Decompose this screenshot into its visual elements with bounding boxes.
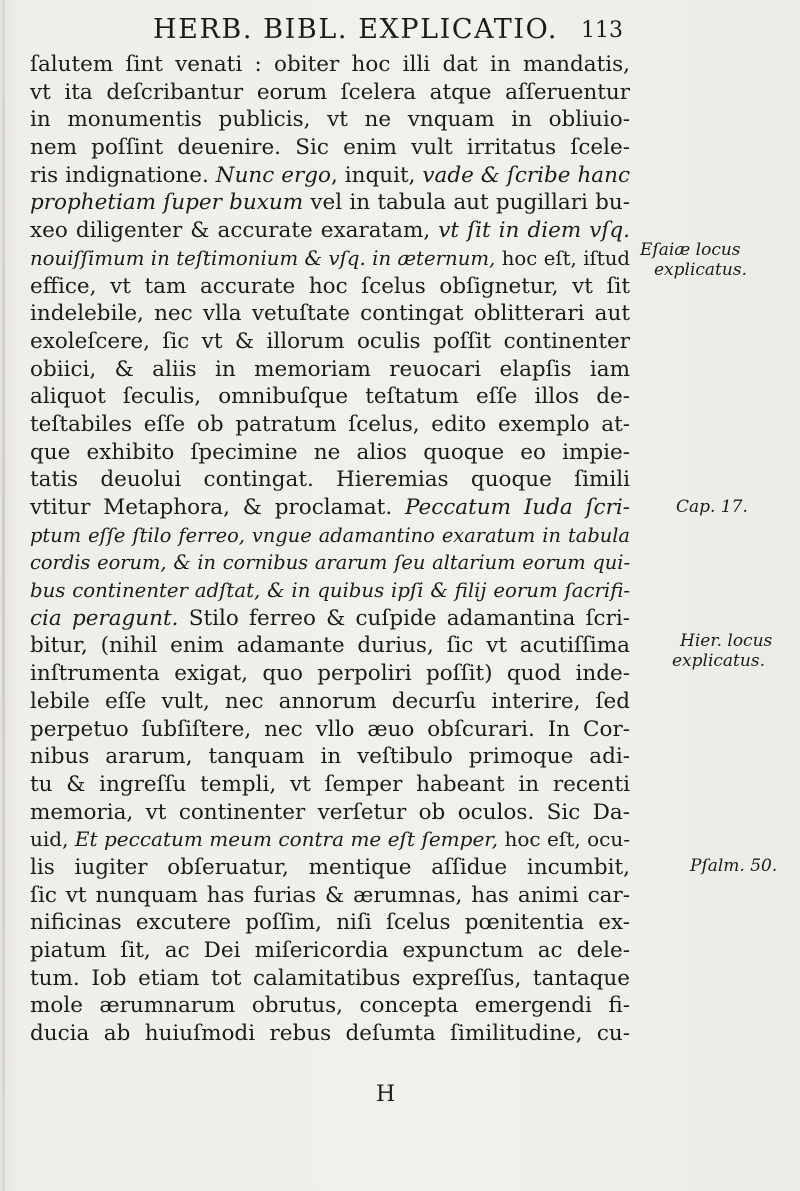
text-line: [30, 549, 630, 577]
roman-segment: que exhibito ſpecimine ne alios quoque eo impie-: [30, 439, 630, 465]
margin-note-line: explicatus.: [672, 651, 765, 671]
text-line: [30, 854, 630, 882]
italic-segment: ptum eſſe ſtilo ferreo, vngue adamantino exaratum in tabula: [30, 523, 630, 547]
text-line: [30, 189, 630, 217]
italic-segment: Nunc ergo: [215, 162, 331, 188]
margin-note-esaiae: [640, 240, 747, 280]
text-line: [30, 106, 630, 134]
margin-note-psalm: [690, 856, 777, 876]
roman-segment: piatum ſit, ac Dei miſericordia expunctum ac dele-: [30, 938, 630, 963]
margin-note-line: Hier. locus: [680, 631, 773, 651]
roman-segment: Stilo ferreo & cuſpide adamantina ſcri-: [178, 605, 630, 631]
roman-segment: bitur, (nihil enim adamante durius, ſic vt acutiſſima: [30, 633, 630, 659]
roman-segment: obiici, & aliis in memoriam reuocari elapſis iam: [30, 356, 630, 382]
roman-segment: nem poſſint deuenire. Sic enim vult irritatus ſcele-: [30, 135, 630, 161]
text-line: [30, 632, 630, 660]
text-line: [30, 771, 630, 799]
roman-segment: lis iugiter obſeruatur, mentique aſſidue incumbit,: [30, 854, 630, 880]
text-line: [30, 79, 630, 107]
roman-segment: effice, vt tam accurate hoc ſcelus obſignetur, vt ſit: [30, 273, 630, 299]
roman-segment: ſalutem ſint venati : obiter hoc illi dat in mandatis,: [30, 52, 630, 77]
margin-note-line: Pſalm. 50.: [690, 856, 778, 876]
text-line: [30, 799, 630, 827]
text-line: [30, 51, 630, 79]
text-line: [30, 577, 630, 605]
text-line: [30, 605, 630, 633]
roman-segment: vt ita deſcribantur eorum ſcelera atque aſſeruentur: [30, 79, 630, 105]
text-line: [30, 273, 630, 301]
text-line: [30, 300, 630, 328]
roman-segment: indelebile, nec vlla vetuſtate contingat oblitterari aut: [30, 301, 630, 327]
text-line: [30, 356, 630, 384]
text-line: [30, 1020, 630, 1048]
roman-segment: hoc eſt, ocu-: [498, 827, 631, 852]
text-line: [30, 965, 630, 993]
margin-notes: [640, 0, 800, 1191]
italic-segment: Et peccatum meum contra me eſt ſemper,: [74, 827, 499, 852]
page-number: 113: [581, 18, 623, 43]
italic-segment: bus continenter adſtat, & in quibus ipſi & filij eorum ſacrifi-: [30, 579, 630, 603]
roman-segment: memoria, vt continenter verſetur ob oculos. Sic Da-: [30, 799, 630, 825]
text-line: [30, 688, 630, 716]
roman-segment: inſtrumenta exigat, quo perpoliri poſſit) quod inde-: [30, 661, 630, 687]
text-line: [30, 992, 630, 1020]
text-line: [30, 826, 630, 854]
text-line: [30, 439, 630, 467]
text-line: [30, 522, 630, 550]
roman-segment: tum. Iob etiam tot calamitatibus expreſſus, tantaque: [30, 965, 630, 991]
roman-segment: tu & ingreſſu templi, vt ſemper habeant in recenti: [30, 771, 630, 797]
roman-segment: vtitur Metaphora, & proclamat.: [30, 495, 405, 520]
roman-segment: vel in tabula aut pugillari bu-: [303, 190, 631, 216]
margin-note-line: Cap. 17.: [676, 497, 748, 517]
text-line: [30, 383, 630, 411]
roman-segment: mole ærumnarum obrutus, concepta emergendi fi-: [30, 993, 630, 1019]
roman-segment: ducia ab huiuſmodi rebus deſumta ſimilitudine, cu-: [30, 1021, 630, 1047]
text-line: [30, 328, 630, 356]
text-line: [30, 882, 630, 910]
roman-segment: uid,: [30, 827, 75, 852]
text-line: [30, 660, 630, 688]
roman-segment: ris indignatione.: [30, 162, 216, 188]
roman-segment: in monumentis publicis, vt ne vnquam in obliuio-: [30, 107, 630, 133]
text-line: [30, 162, 630, 190]
text-line: [30, 217, 630, 245]
text-line: [30, 411, 630, 439]
roman-segment: , inquit,: [330, 162, 423, 188]
margin-note-hier: [672, 631, 773, 671]
text-line: [30, 466, 630, 494]
roman-segment: ſic vt nunquam has furias & ærumnas, has animi car-: [30, 882, 630, 908]
roman-segment: nificinas excutere poſſim, niſi ſcelus pœnitentia ex-: [30, 910, 630, 936]
text-line: [30, 494, 630, 522]
italic-segment: cia peragunt.: [30, 605, 179, 631]
roman-segment: tatis deuolui contingat. Hieremias quoque ſimili: [30, 467, 630, 493]
running-title: HERB. BIBL. EXPLICATIO.: [153, 14, 559, 45]
italic-segment: prophetiam ſuper buxum: [30, 190, 304, 216]
margin-note-line: explicatus.: [654, 260, 747, 280]
roman-segment: perpetuo ſubſiſtere, nec vllo æuo obſcurari. In Cor-: [30, 716, 630, 742]
body-text: [30, 51, 630, 1048]
text-line: [30, 937, 630, 965]
roman-segment: lebile eſſe vult, nec annorum decurſu interire, ſed: [30, 688, 630, 714]
margin-note-line: Eſaiæ locus: [640, 240, 741, 260]
text-line: [30, 134, 630, 162]
roman-segment: nibus ararum, tanquam in veſtibulo primoque adi-: [30, 744, 630, 770]
margin-note-cap17: [676, 497, 748, 517]
italic-segment: nouiſſimum in teſtimonium & vſq. in æternum,: [30, 246, 496, 270]
italic-segment: vade & ſcribe hanc: [422, 162, 631, 188]
page-gutter-shadow: [2, 0, 5, 1191]
italic-segment: cordis eorum, & in cornibus ararum ſeu altarium eorum qui-: [30, 551, 630, 575]
text-line: [30, 909, 630, 937]
catchword: H: [376, 1082, 396, 1107]
text-line: [30, 245, 630, 273]
italic-segment: vt ſit in diem vſq.: [438, 218, 630, 244]
roman-segment: aliquot ſeculis, omnibuſque teſtatum eſſe illos de-: [30, 384, 630, 410]
text-line: [30, 716, 630, 744]
roman-segment: exoleſcere, ſic vt & illorum oculis poſſit continenter: [30, 328, 630, 354]
roman-segment: teſtabiles eſſe ob patratum ſcelus, edito exemplo at-: [30, 411, 630, 437]
italic-segment: Peccatum Iuda ſcri-: [404, 495, 630, 520]
roman-segment: xeo diligenter & accurate exaratam,: [30, 218, 439, 244]
text-line: [30, 743, 630, 771]
roman-segment: hoc eſt, iſtud: [495, 246, 631, 270]
